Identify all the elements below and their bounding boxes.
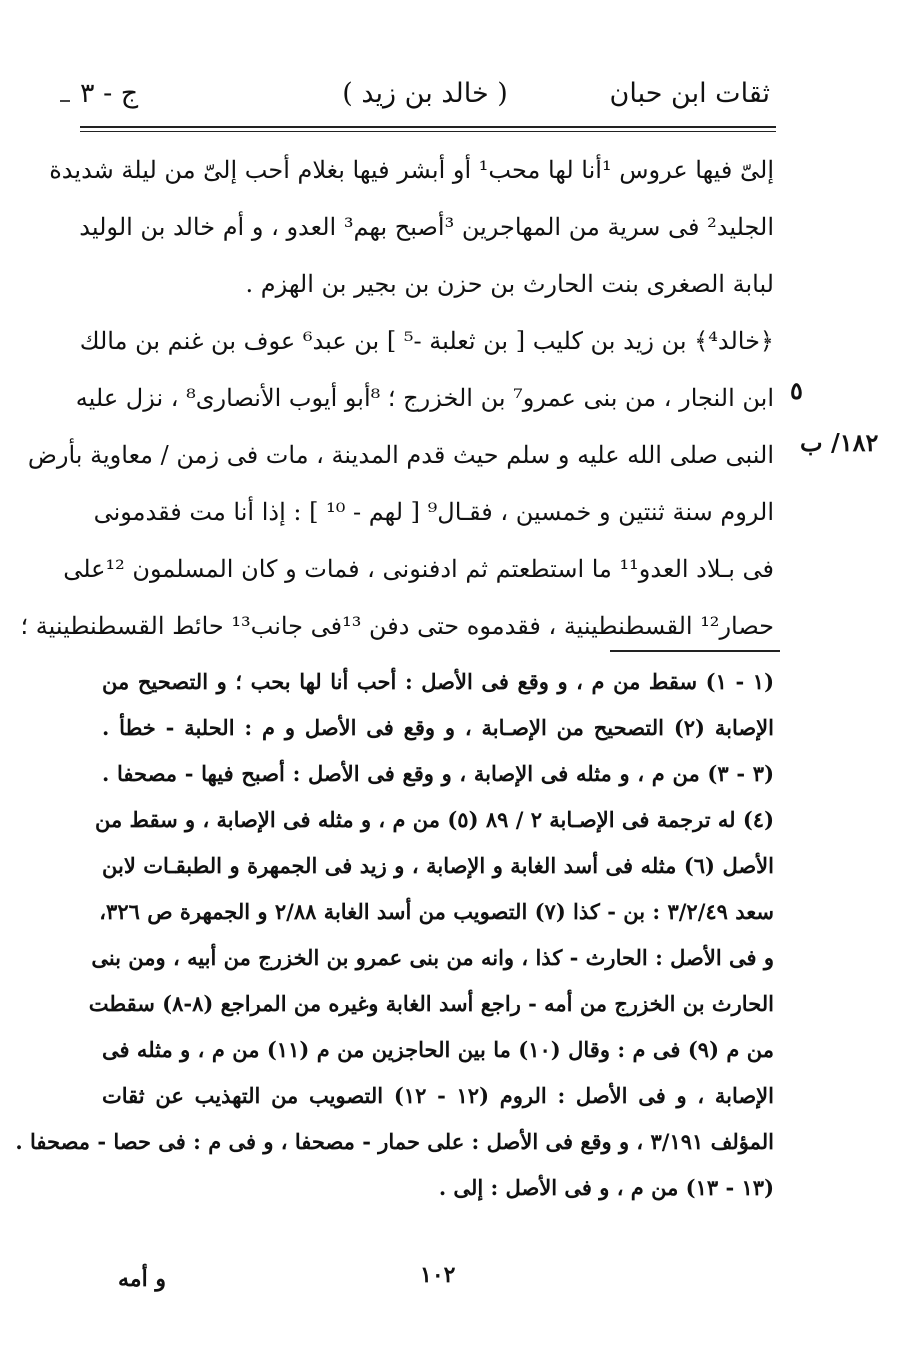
footnote-line: و فى الأصل : الحارث - كذا ، وانه من بنى عمرو بن الخزرج من أبيه ، ومن بنى — [91, 945, 774, 970]
text-line: الجليد² فى سرية من المهاجرين ³أصبح بهم³ العدو ، و أم خالد بن الوليد — [79, 213, 774, 241]
text-line: الروم سنة ثنتين و خمسين ، فقـال⁹ [ لهم - ¹⁰ ] : إذا أنا مت فقدمونى — [93, 498, 774, 526]
footnote-line: المؤلف ٣/١٩١ ، و وقع فى الأصل : على حمار - مصحفا ، و فى م : فى حصا - مصحفا . — [15, 1129, 774, 1154]
footnote-line: الأصل (٦) مثله فى أسد الغابة و الإصابة ، و زيد فى الجمهرة و الطبقـات لابن — [102, 853, 774, 878]
footnote-line: من م (٩) فى م : وقال (١٠) ما بين الحاجزين من م (١١) من م ، و مثله فى — [102, 1037, 775, 1062]
line-number-marker: ٥ — [790, 376, 803, 405]
text-line: حصار¹² القسطنطينية ، فقدموه حتى دفن ¹³فى جانب¹³ حائط القسطنطينية ؛ — [20, 612, 774, 640]
catchword: و أمه — [118, 1266, 166, 1292]
text-line: فى بـلاد العدو¹¹ ما استطعتم ثم ادفنونى ، فمات و كان المسلمون ¹²على — [63, 555, 774, 583]
header-rule-thin — [80, 131, 776, 132]
manuscript-folio-marker: ١٨٢/ ب — [800, 428, 879, 457]
footnote-line: الحارث بن الخزرج من أمه - راجع أسد الغابة وغيره من المراجع (٨-٨) سقطت — [88, 991, 774, 1016]
footnote-line: الإصابة ، و فى الأصل : الروم (١٢ - ١٢) التصويب من التهذيب عن ثقات — [102, 1083, 774, 1108]
book-title: ثقات ابن حبان — [609, 78, 770, 109]
footnote-separator — [610, 650, 780, 652]
footnote-line: (١ - ١) سقط من م ، و وقع فى الأصل : أحب أنا لها بحب ؛ و التصحيح من — [102, 669, 774, 694]
text-line: ابن النجار ، من بنى عمرو⁷ بن الخزرج ؛ ⁸أبو أيوب الأنصارى⁸ ، نزل عليه — [75, 384, 774, 412]
text-line: إلىّ فيها عروس ¹أنا لها محب¹ أو أبشر فيها بغلام أحب إلىّ من ليلة شديدة — [49, 156, 774, 184]
footnote-line: (١٣ - ١٣) من م ، و فى الأصل : إلى . — [438, 1175, 774, 1200]
footnote-line: (٣ - ٣) من م ، و مثله فى الإصابة ، و وقع فى الأصل : أصبح فيها - مصحفا . — [102, 761, 774, 786]
entry-title: ( خالد بن زيد ) — [342, 78, 508, 109]
margin-tick — [60, 100, 70, 102]
header-rule — [80, 126, 776, 128]
main-text — [20, 150, 774, 663]
footnote-line: الإصابة (٢) التصحيح من الإصـابة ، و وقع فى الأصل و م : الحلبة - خطأ . — [102, 715, 774, 740]
footnote-line: (٤) له ترجمة فى الإصـابة ٢ / ٨٩ (٥) من م ، و مثله فى الإصابة ، و سقط من — [94, 807, 774, 832]
running-header — [80, 78, 770, 122]
footnote-line: سعد ٣/٢/٤٩ : بن - كذا (٧) التصويب من أسد الغابة ٢/٨٨ و الجمهرة ص ٣٢٦، — [99, 899, 774, 924]
text-line: لبابة الصغرى بنت الحارث بن حزن بن بجير بن الهزم . — [245, 270, 774, 298]
page-number: ١٠٢ — [420, 1262, 456, 1288]
volume-number: ج - ٣ — [80, 78, 139, 109]
text-line: النبى صلى الله عليه و سلم حيث قدم المدينة ، مات فى زمن / معاوية بأرض — [27, 441, 774, 469]
footnotes — [15, 664, 775, 1216]
text-line: ﴿خالد⁴﴾ بن زيد بن كليب [ بن ثعلبة -⁵ ] بن عبد⁶ عوف بن غنم بن مالك — [79, 327, 774, 355]
